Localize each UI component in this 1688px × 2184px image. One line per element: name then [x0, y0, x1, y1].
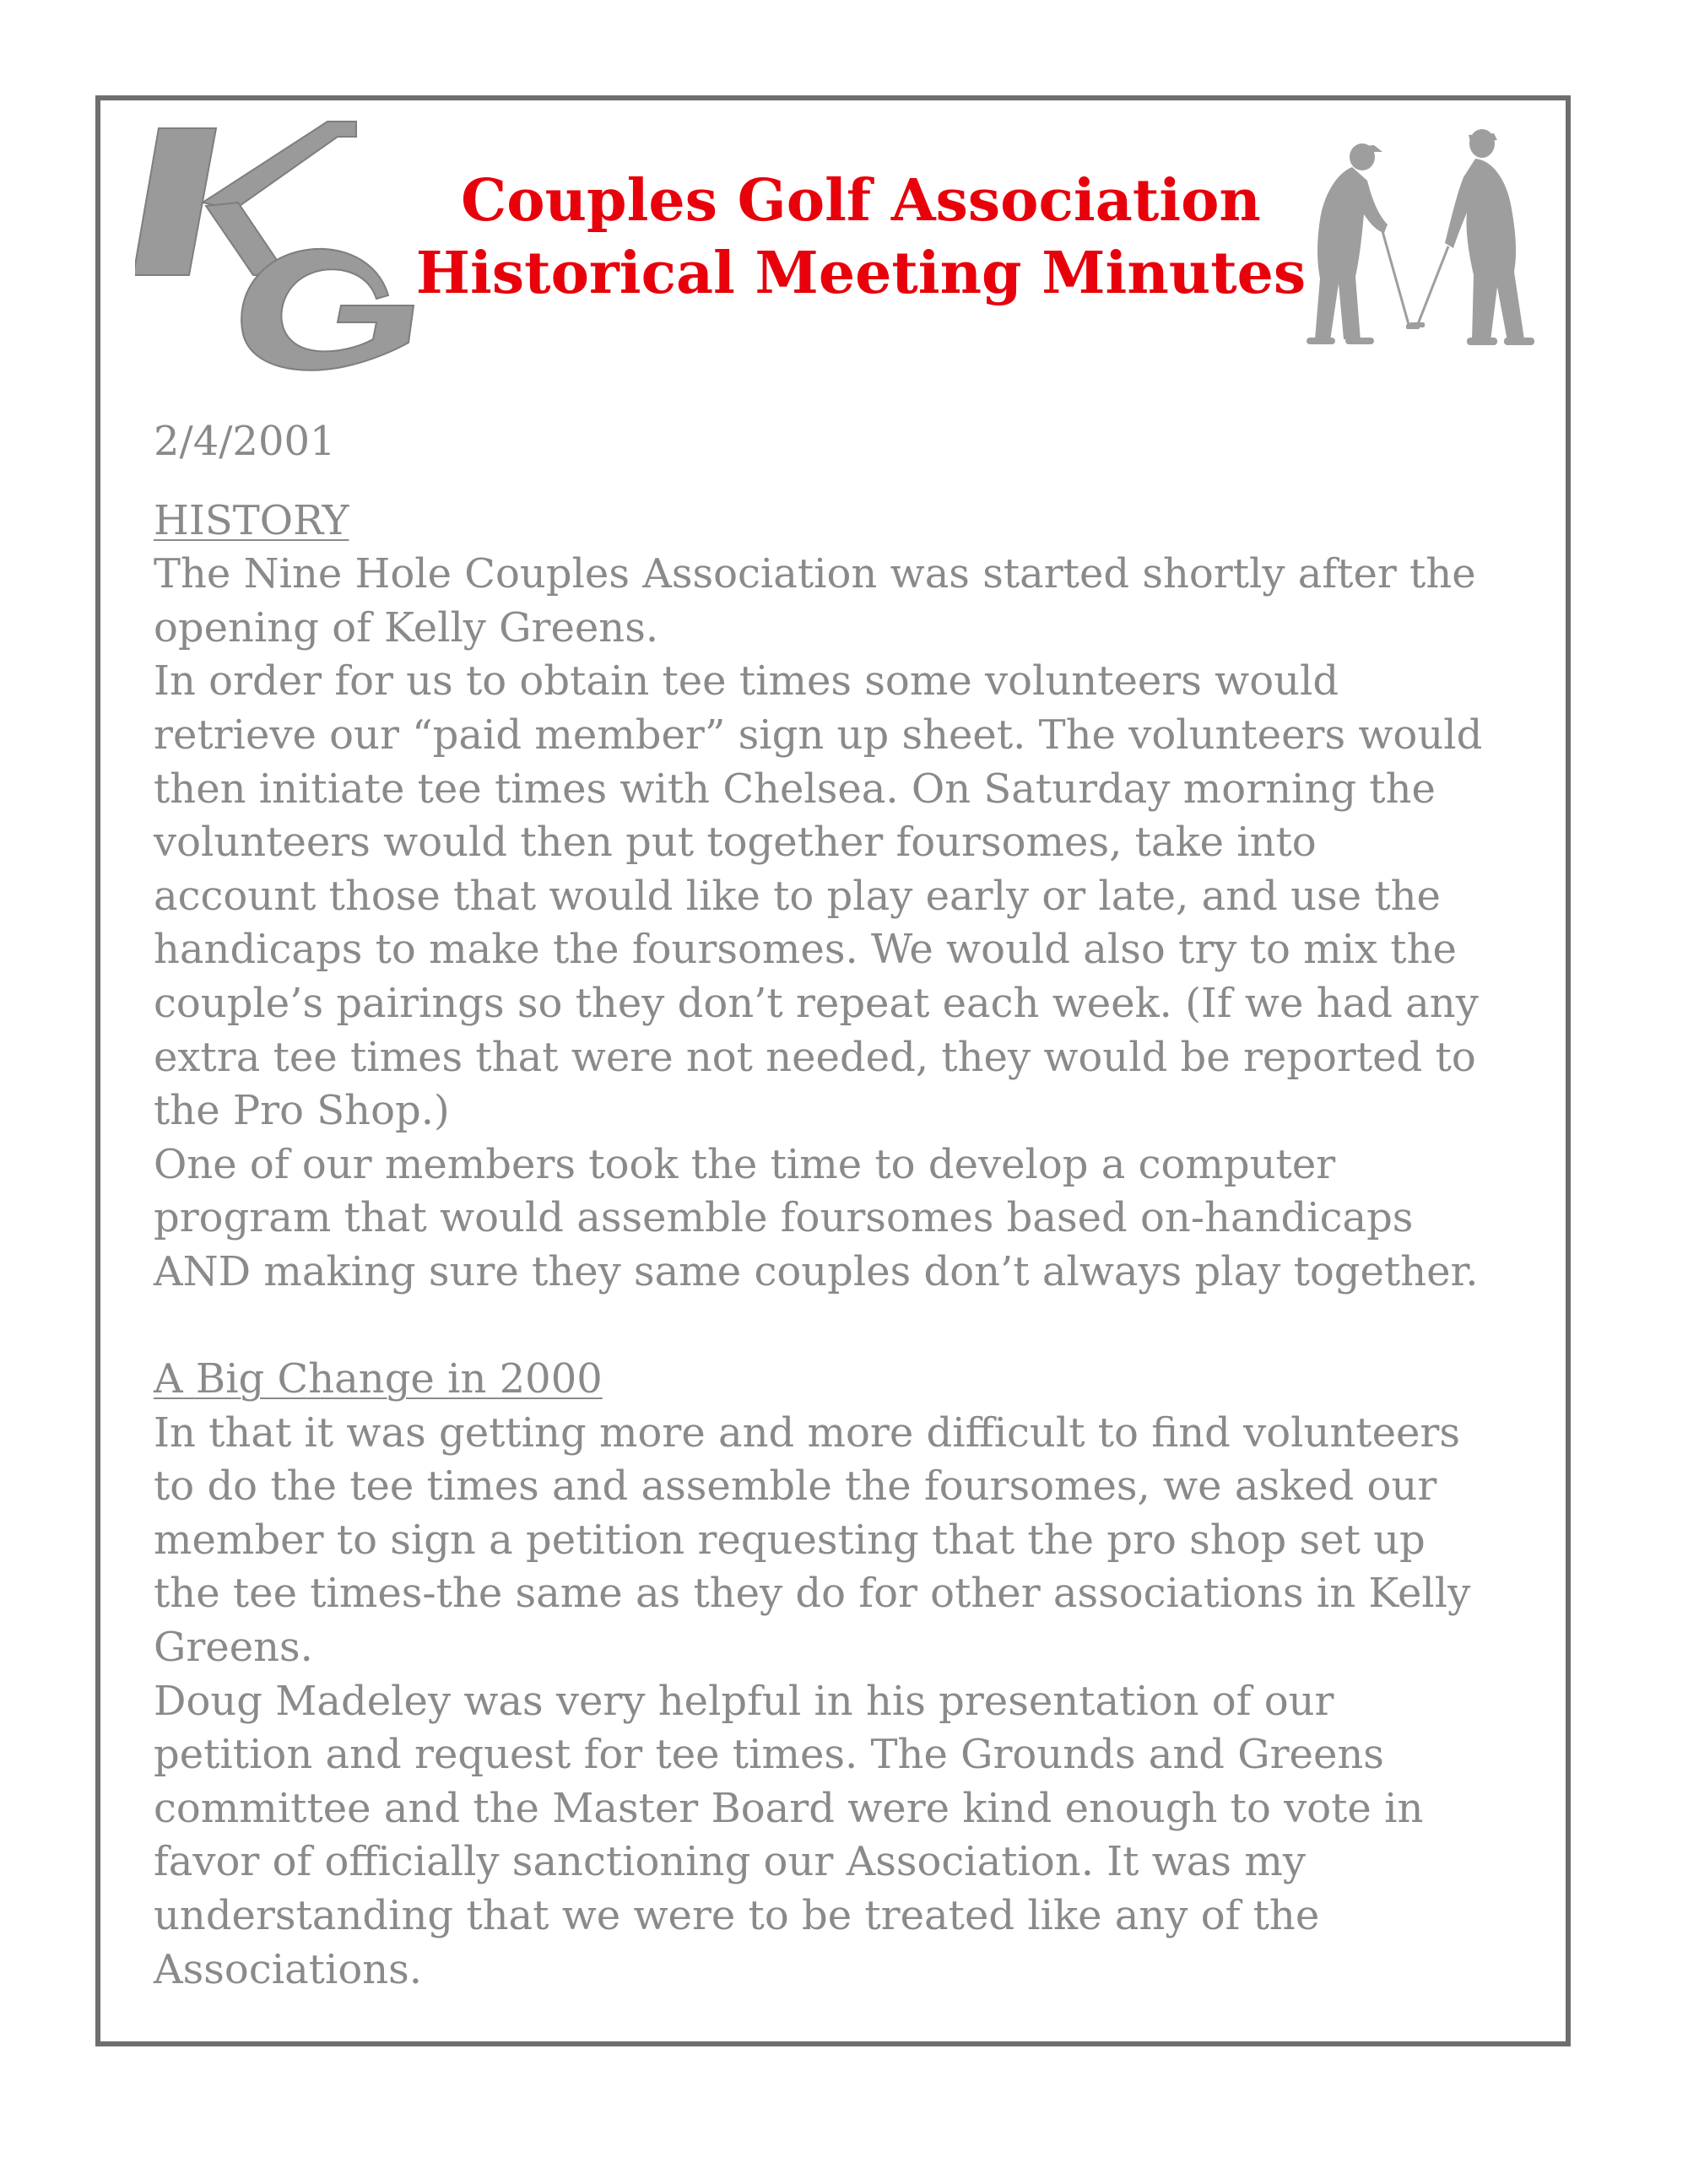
big-change-line: Associations. — [154, 1945, 423, 1993]
big-change-line: petition and request for tee times. The Grounds and Greens — [154, 1731, 1384, 1779]
big-change-line: Greens. — [154, 1624, 313, 1672]
history-line: opening of Kelly Greens. — [154, 603, 659, 651]
woman-club-shaft — [1382, 231, 1409, 327]
big-change-line: Doug Madeley was very helpful in his presentation of our — [154, 1677, 1334, 1725]
history-line: handicaps to make the foursomes. We would also try to mix the — [154, 926, 1457, 974]
big-change-line: the tee times-the same as they do for other associations in Kelly — [154, 1570, 1471, 1618]
header-title-line-1: Couples Golf Association — [461, 167, 1261, 235]
section-heading-big-change: A Big Change in 2000 — [154, 1355, 603, 1403]
section-heading-history: HISTORY — [154, 496, 349, 544]
big-change-line: favor of officially sanctioning our Association. It was my — [154, 1838, 1306, 1886]
history-line: retrieve our “paid member” sign up sheet. The volunteers would — [154, 711, 1483, 759]
big-change-line: In that it was getting more and more difficult to find volunteers — [154, 1408, 1460, 1457]
man-golfer-icon — [1445, 129, 1534, 345]
golfers-silhouette-icon — [1283, 127, 1553, 354]
big-change-line: to do the tee times and assemble the foursomes, we asked our — [154, 1462, 1437, 1511]
history-line: account those that would like to play early or late, and use the — [154, 872, 1441, 920]
history-line: AND making sure they same couples don’t always play together. — [154, 1247, 1479, 1295]
header-title-line-2: Historical Meeting Minutes — [415, 240, 1307, 307]
history-line: then initiate tee times with Chelsea. On Saturday morning the — [154, 765, 1436, 813]
history-line: volunteers would then put together foursomes, take into — [154, 819, 1317, 867]
g-letter — [241, 249, 414, 370]
big-change-line: member to sign a petition requesting that the pro shop set up — [154, 1516, 1426, 1564]
woman-golfer-icon — [1307, 143, 1388, 344]
man-club-shaft — [1418, 246, 1448, 324]
history-line: The Nine Hole Couples Association was started shortly after the — [154, 550, 1476, 598]
meeting-date: 2/4/2001 — [154, 418, 336, 465]
history-line: One of our members took the time to develop a computer — [154, 1140, 1336, 1188]
big-change-line: committee and the Master Board were kind enough to vote in — [154, 1784, 1424, 1832]
history-line: couple’s pairings so they don’t repeat each week. (If we had any — [154, 979, 1479, 1027]
minutes-body — [154, 415, 1538, 1997]
history-line: program that would assemble foursomes based on-handicaps — [154, 1194, 1414, 1242]
document-header — [405, 165, 1317, 310]
history-line: extra tee times that were not needed, they would be reported to — [154, 1033, 1476, 1081]
history-line: In order for us to obtain tee times some volunteers would — [154, 657, 1339, 705]
section-spacer — [154, 1300, 1538, 1354]
history-line: the Pro Shop.) — [154, 1087, 450, 1135]
k-upper-arm — [203, 122, 356, 209]
big-change-line: understanding that we were to be treated like any of the — [154, 1892, 1320, 1940]
